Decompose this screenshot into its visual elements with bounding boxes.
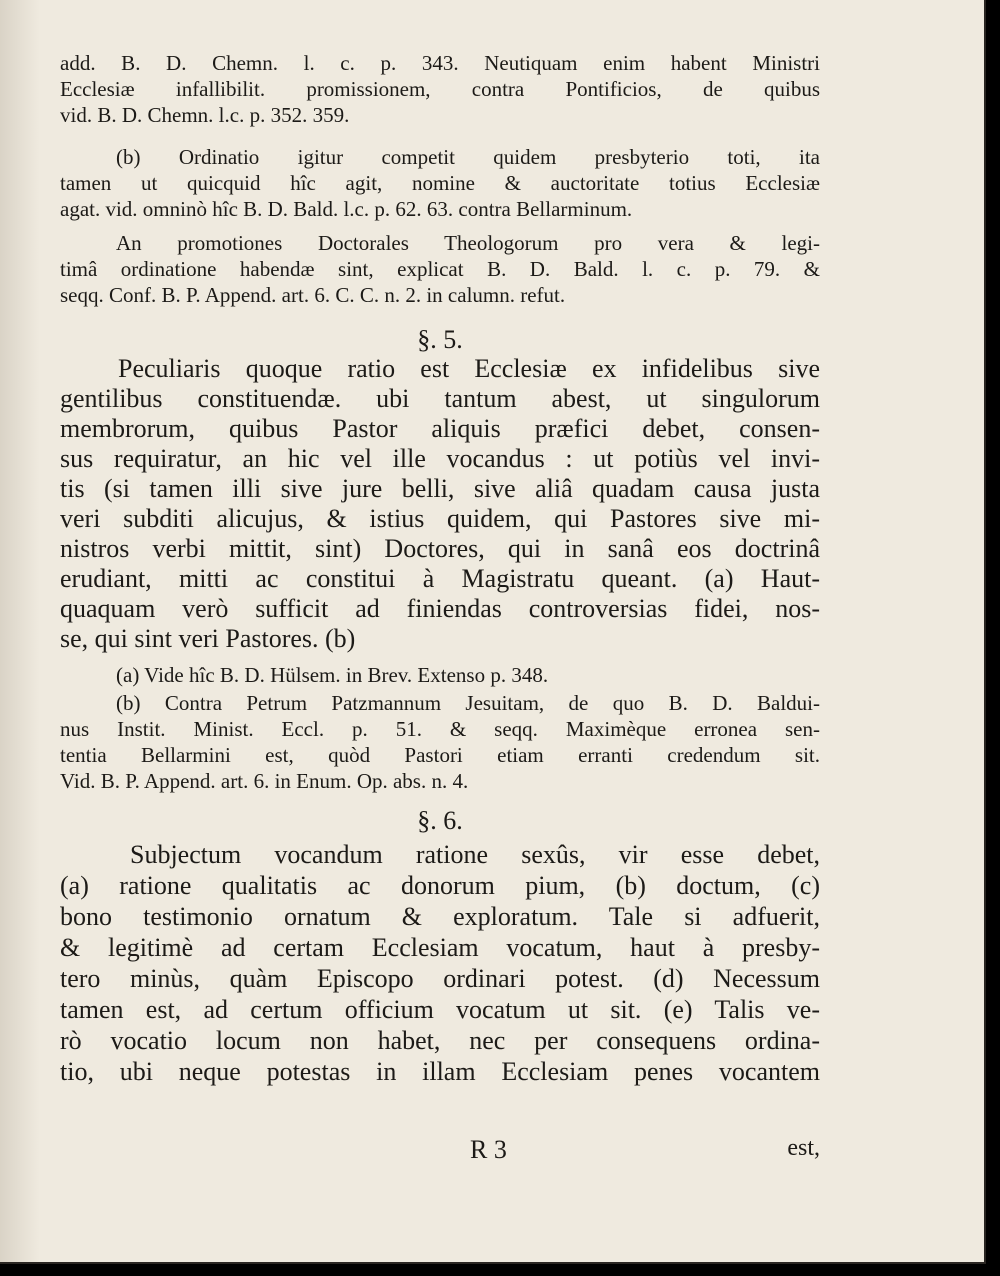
text-line: vid. B. D. Chemn. l.c. p. 352. 359. (60, 103, 350, 127)
text-line: seqq. Conf. B. P. Append. art. 6. C. C. n. 2. in calumn. refut. (60, 283, 566, 307)
paragraph-line: tero minùs, quàm Episcopo ordinari potest. (d) Necessum (60, 964, 820, 993)
signature-mark: R 3 (470, 1135, 507, 1164)
catchword: est, (787, 1135, 820, 1161)
paragraph-line: nistros verbi mittit, sint) Doctores, qui in sanâ eos doctrinâ (60, 534, 820, 563)
paragraph-line: erudiant, mitti ac constitui à Magistratu queant. (a) Haut- (60, 564, 820, 593)
paragraph-line: tamen est, ad certum officium vocatum ut sit. (e) Talis ve- (60, 995, 820, 1024)
text-line: An promotiones Doctorales Theologorum pro vera & legi- (116, 231, 820, 255)
text-line: timâ ordinatione habendæ sint, explicat B. D. Bald. l. c. p. 79. & (60, 257, 820, 281)
paragraph-line: & legitimè ad certam Ecclesiam vocatum, haut à presby- (60, 933, 820, 962)
paragraph-line: rò vocatio locum non habet, nec per consequens ordina- (60, 1026, 820, 1055)
paragraph-line: sus requiratur, an hic vel ille vocandus : ut potiùs vel invi- (60, 444, 820, 473)
paragraph-line: se, qui sint veri Pastores. (b) (60, 624, 356, 653)
paragraph-line: Peculiaris quoque ratio est Ecclesiæ ex infidelibus sive (118, 354, 820, 383)
text-line: Ecclesiæ infallibilit. promissionem, contra Pontificios, de quibus (60, 77, 820, 101)
paragraph-line: veri subditi alicujus, & istius quidem, qui Pastores sive mi- (60, 504, 820, 533)
paragraph-line: tis (si tamen illi sive jure belli, sive aliâ quadam causa justa (60, 474, 820, 503)
footnote-line: (b) Ordinatio igitur competit quidem presbyterio toti, ita (116, 145, 820, 169)
paragraph-line: membrorum, quibus Pastor aliquis præfici debet, consen- (60, 414, 820, 443)
paragraph-line: Subjectum vocandum ratione sexûs, vir esse debet, (130, 840, 820, 869)
paragraph-line: gentilibus constituendæ. ubi tantum abest, ut singulorum (60, 384, 820, 413)
section-heading: §. 5. (417, 325, 463, 354)
footnote-line: (b) Contra Petrum Patzmannum Jesuitam, de quo B. D. Baldui- (116, 691, 820, 715)
footnote-line: tentia Bellarmini est, quòd Pastori etiam erranti credendum sit. (60, 743, 820, 767)
page-footer (60, 1135, 820, 1165)
text-line: tamen ut quicquid hîc agit, nomine & auctoritate totius Ecclesiæ (60, 171, 820, 195)
paragraph-line: bono testimonio ornatum & exploratum. Tale si adfuerit, (60, 902, 820, 931)
footnote-line: (a) Vide hîc B. D. Hülsem. in Brev. Extenso p. 348. (116, 663, 549, 687)
text-line: add. B. D. Chemn. l. c. p. 343. Neutiquam enim habent Ministri (60, 51, 820, 75)
text-line: agat. vid. omninò hîc B. D. Bald. l.c. p. 62. 63. contra Bellarminum. (60, 197, 633, 221)
section-heading: §. 6. (417, 806, 463, 835)
paragraph-line: (a) ratione qualitatis ac donorum pium, (b) doctum, (c) (60, 871, 820, 900)
footnote-line: Vid. B. P. Append. art. 6. in Enum. Op. abs. n. 4. (60, 769, 469, 793)
paragraph-line: quaquam verò sufficit ad finiendas controversias fidei, nos- (60, 594, 820, 623)
paragraph-line: tio, ubi neque potestas in illam Ecclesiam penes vocantem (60, 1057, 820, 1086)
footnote-line: nus Instit. Minist. Eccl. p. 51. & seqq. Maximèque erronea sen- (60, 717, 820, 741)
